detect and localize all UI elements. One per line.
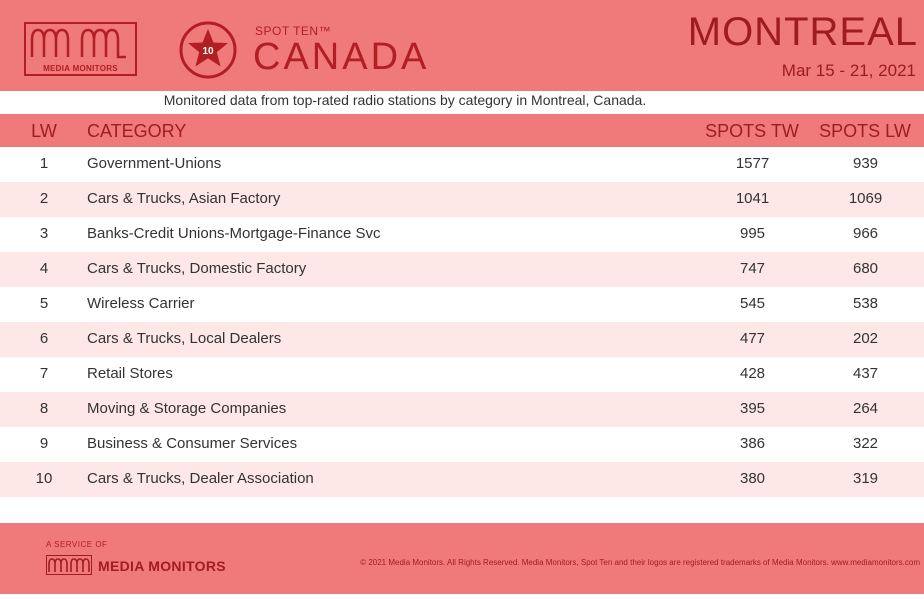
row-category: Business & Consumer Services [87, 435, 298, 452]
table-row [0, 392, 924, 427]
row-spots-lw: 939 [852, 155, 879, 172]
table-row [0, 322, 924, 357]
row-category: Cars & Trucks, Asian Factory [87, 190, 281, 207]
row-spots-tw: 747 [739, 260, 766, 277]
column-header-spots-tw: SPOTS TW [705, 121, 799, 141]
row-spots-tw: 545 [739, 295, 766, 312]
media-monitors-logo [24, 22, 137, 76]
copyright-text: © 2021 Media Monitors. All Rights Reserved. Media Monitors, Spot Ten and their logos are registered trademarks of Media Monitors. www.mediamonitors.com [360, 558, 920, 567]
table-header [0, 114, 924, 147]
subtitle: Monitored data from top-rated radio stations by category in Montreal, Canada. [163, 92, 647, 108]
logo-brand-text: MEDIA MONITORS [43, 64, 118, 73]
row-spots-lw: 202 [852, 330, 879, 347]
table-row [0, 287, 924, 322]
country-title: CANADA [253, 36, 430, 78]
spot-ten-star-badge [178, 20, 238, 80]
row-category: Retail Stores [87, 365, 173, 382]
row-spots-lw: 966 [852, 225, 879, 242]
column-header-lw: LW [31, 121, 57, 141]
row-spots-lw: 319 [852, 470, 879, 487]
footer-banner [0, 523, 924, 594]
waveform-icon [30, 26, 131, 60]
row-spots-lw: 264 [852, 400, 879, 417]
row-rank: 10 [35, 470, 53, 487]
row-spots-lw: 322 [852, 435, 879, 452]
row-spots-tw: 428 [739, 365, 766, 382]
spot-ten-label: SPOT TEN™ [255, 24, 332, 38]
table-row [0, 462, 924, 497]
row-rank: 4 [39, 260, 49, 277]
row-rank: 5 [39, 295, 49, 312]
footer-media-monitors-logo [46, 555, 242, 577]
row-category: Cars & Trucks, Local Dealers [87, 330, 282, 347]
row-spots-tw: 1577 [735, 155, 770, 172]
row-spots-lw: 680 [852, 260, 879, 277]
row-spots-tw: 386 [739, 435, 766, 452]
badge-number: 10 [202, 46, 214, 57]
row-rank: 2 [39, 190, 49, 207]
footer-brand-text: MEDIA MONITORS [98, 558, 226, 574]
table-row [0, 357, 924, 392]
row-category: Moving & Storage Companies [87, 400, 287, 417]
service-label: A SERVICE OF [46, 540, 108, 549]
row-spots-lw: 538 [852, 295, 879, 312]
row-spots-tw: 477 [739, 330, 766, 347]
row-spots-tw: 395 [739, 400, 766, 417]
row-spots-lw: 1069 [848, 190, 883, 207]
row-rank: 1 [39, 155, 49, 172]
date-range: Mar 15 - 21, 2021 [781, 61, 916, 80]
row-rank: 9 [39, 435, 49, 452]
table-row [0, 182, 924, 217]
header-banner [0, 0, 924, 91]
row-spots-tw: 380 [739, 470, 766, 487]
row-category: Cars & Trucks, Dealer Association [87, 470, 314, 487]
row-spots-lw: 437 [852, 365, 879, 382]
footer-waveform-icon [46, 555, 92, 575]
row-rank: 3 [39, 225, 49, 242]
row-category: Banks-Credit Unions-Mortgage-Finance Svc [87, 225, 381, 242]
row-category: Government-Unions [87, 155, 222, 172]
row-rank: 7 [39, 365, 49, 382]
row-spots-tw: 995 [739, 225, 766, 242]
column-header-spots-lw: SPOTS LW [819, 121, 911, 141]
row-spots-tw: 1041 [735, 190, 770, 207]
row-rank: 6 [39, 330, 49, 347]
row-category: Wireless Carrier [87, 295, 195, 312]
table-row [0, 147, 924, 182]
column-header-category: CATEGORY [87, 121, 187, 141]
table-row [0, 252, 924, 287]
table-row [0, 217, 924, 252]
row-rank: 8 [39, 400, 49, 417]
table-row [0, 427, 924, 462]
city-title: MONTREAL [687, 10, 918, 54]
row-category: Cars & Trucks, Domestic Factory [87, 260, 307, 277]
